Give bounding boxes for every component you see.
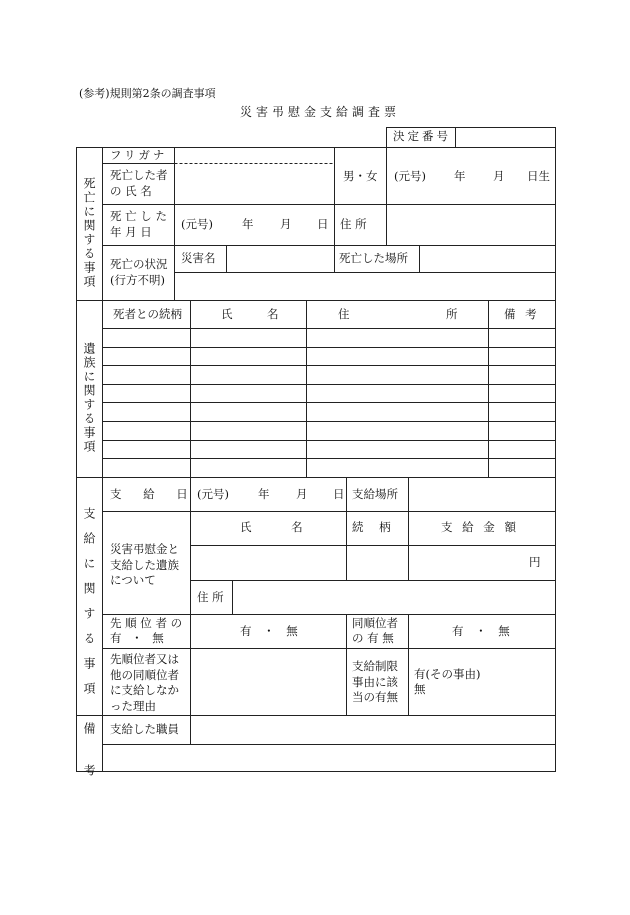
recipient-relation-header: 続 柄 [352,520,397,534]
pay-year: 年 [258,487,270,501]
death-year: 年 [242,217,254,231]
prior-rank-label-line2: 有 ・ 無 [110,631,167,645]
decision-number-label: 決定番号 [393,129,451,143]
recipient-address-label: 住 所 [197,590,224,604]
document-title: 災害弔慰金支給調査票 [240,105,401,119]
deceased-section-heading: 死亡に関する事項 [82,177,96,289]
bereaved-section-heading: 遺族に関する事項 [82,342,96,454]
birth-day-suffix: 日生 [527,169,550,183]
death-month: 月 [280,217,292,231]
remarks-section-heading: 備 考 [82,722,96,784]
deceased-name-label-line1: 死亡した者 [110,168,168,182]
disaster-name-label: 災害名 [181,251,216,265]
death-era: (元号) [181,217,213,231]
birth-year: 年 [454,169,466,183]
death-status-label-line2: (行方不明) [110,273,165,287]
deceased-name-label-line2: の 氏 名 [110,184,152,198]
same-rank-value: 有 ・ 無 [452,624,514,638]
col-relation-header: 死者との続柄 [113,307,182,321]
pay-date-label: 支 給 日 [110,487,197,501]
death-date-label-line1: 死 亡 し た [110,209,167,223]
pay-month: 月 [296,487,308,501]
payment-restriction-label: 支給制限事由に該当の有無 [352,659,398,705]
death-status-label-line1: 死亡の状況 [110,257,168,271]
recipient-name-header: 氏 名 [240,520,321,534]
col-name-header-part2: 名 [267,307,279,321]
non-payment-reason-label: 先順位者又は他の同順位者に支給しなかった理由 [110,652,179,713]
col-remarks-header: 備 考 [504,307,540,321]
birth-era: (元号) [394,169,426,183]
pay-place-label: 支給場所 [352,487,398,501]
amount-header: 支 給 金 額 [441,520,519,534]
restriction-no-option: 無 [414,682,426,696]
col-address-header-part2: 所 [446,307,458,321]
deceased-address-label: 住 所 [340,217,367,231]
prior-rank-value: 有 ・ 無 [240,624,302,638]
death-date-label-line2: 年 月 日 [110,225,152,239]
furigana-label: フリガナ [110,148,168,162]
header-note: (参考)規則第2条の調査事項 [79,87,216,100]
col-address-header-part1: 住 [338,307,350,321]
sex-label: 男・女 [343,169,378,183]
prior-rank-label-line1: 先 順 位 者 の [110,616,183,630]
pay-era: (元号) [197,487,229,501]
recipient-label: 災害弔慰金と支給した遺族について [110,542,179,588]
col-name-header-part1: 氏 [221,307,233,321]
payment-section-heading: 支給に関する事項 [82,507,96,707]
yen-unit: 円 [529,555,541,569]
paying-staff-label: 支給した職員 [110,722,179,736]
death-day: 日 [317,217,329,231]
pay-day: 日 [333,487,345,501]
death-place-label: 死亡した場所 [339,251,408,265]
restriction-yes-option: 有(その事由) [414,667,481,681]
same-rank-label-line2: の 有 無 [352,631,394,645]
same-rank-label-line1: 同順位者 [352,616,398,630]
birth-month: 月 [493,169,505,183]
